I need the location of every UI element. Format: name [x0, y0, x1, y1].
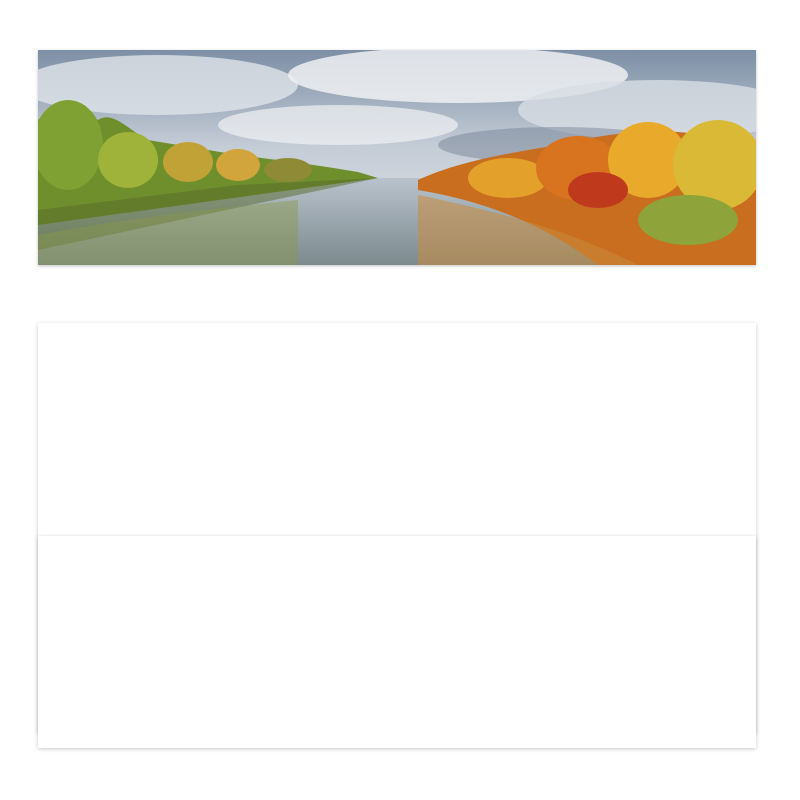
- planner-header: [38, 323, 756, 359]
- week-planner-lower-sheet: [38, 536, 756, 748]
- autumn-river-photo: [38, 50, 756, 265]
